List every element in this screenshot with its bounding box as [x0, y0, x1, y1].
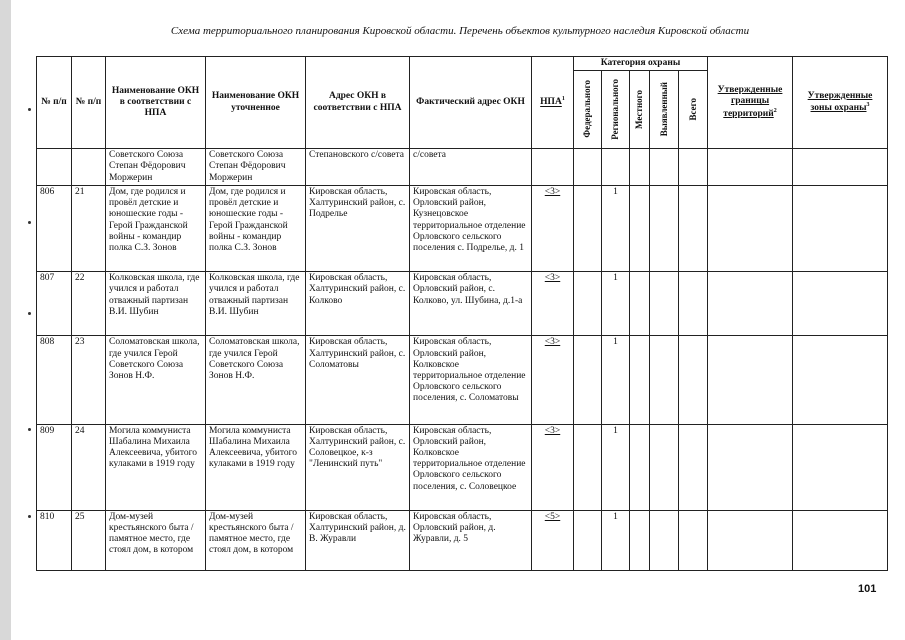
header-name-npa: Наименование ОКН в соответствии с НПА — [106, 57, 206, 149]
cell-revealed — [650, 185, 679, 271]
cell-name-refined: Соломатовская школа, где учился Герой Советского Союза Зонов Н.Ф. — [206, 336, 306, 424]
cell-boundaries — [708, 510, 793, 570]
cell-total — [679, 185, 708, 271]
cell-revealed — [650, 510, 679, 570]
table-row — [37, 336, 888, 424]
table-row — [37, 185, 888, 271]
cell-npa: <3> — [532, 336, 574, 424]
table-row — [37, 424, 888, 510]
cell-zones — [793, 510, 888, 570]
cell-total — [679, 510, 708, 570]
header-num2: № п/п — [72, 57, 106, 149]
cell-address-npa: Кировская область, Халтуринский район, д. В. Журавли — [306, 510, 410, 570]
cell-zones — [793, 424, 888, 510]
cell-local — [630, 510, 650, 570]
margin-dot — [28, 108, 31, 111]
cell-num1: 809 — [37, 424, 72, 510]
cell-num2: 25 — [72, 510, 106, 570]
cell-address-actual: Кировская область, Орловский район, д. Журавли, д. 5 — [410, 510, 532, 570]
cell-address-actual: с/совета — [410, 149, 532, 186]
cell-address-npa: Кировская область, Халтуринский район, с. Соловецкое, к-з "Ленинский путь" — [306, 424, 410, 510]
cell-npa: <3> — [532, 185, 574, 271]
header-zones: Утвержденные зоны охраны$^3$ — [793, 57, 888, 149]
cell-name-npa: Советского Союза Степан Фёдорович Моржерин — [106, 149, 206, 186]
cell-zones — [793, 272, 888, 336]
cell-name-npa: Соломатовская школа, где учился Герой Советского Союза Зонов Н.Ф. — [106, 336, 206, 424]
cell-federal — [574, 272, 602, 336]
cell-boundaries — [708, 149, 793, 186]
cell-local — [630, 149, 650, 186]
header-federal: Федерального — [574, 71, 602, 149]
cell-revealed — [650, 424, 679, 510]
cell-regional: 1 — [602, 336, 630, 424]
header-num1: № п/п — [37, 57, 72, 149]
cell-num2: 22 — [72, 272, 106, 336]
page-title: Схема территориального планирования Кировской области. Перечень объектов культурного наследия Кировской области — [170, 25, 750, 37]
cell-num1: 808 — [37, 336, 72, 424]
cell-boundaries — [708, 185, 793, 271]
table-row — [37, 149, 888, 186]
cell-federal — [574, 336, 602, 424]
cell-federal — [574, 424, 602, 510]
cell-local — [630, 185, 650, 271]
cell-address-actual: Кировская область, Орловский район, Колковское территориальное отделение Орловского сельского поселения, с. Соломатовы — [410, 336, 532, 424]
cell-address-actual: Кировская область, Орловский район, с. Колково, ул. Шубина, д.1-а — [410, 272, 532, 336]
cell-regional: 1 — [602, 510, 630, 570]
cell-name-npa: Дом, где родился и провёл детские и юношеские годы - Герой Гражданской войны - командир полка С.З. Зонов — [106, 185, 206, 271]
margin-dot — [28, 515, 31, 518]
cell-num2: 23 — [72, 336, 106, 424]
header-total: Всего — [679, 71, 708, 149]
cell-npa: <5> — [532, 510, 574, 570]
cell-num1: 806 — [37, 185, 72, 271]
cell-federal — [574, 149, 602, 186]
cell-name-refined: Дом-музей крестьянского быта /памятное место, где стоял дом, в котором — [206, 510, 306, 570]
cell-address-npa: Кировская область, Халтуринский район, с. Соломатовы — [306, 336, 410, 424]
header-address-npa: Адрес ОКН в соответствии с НПА — [306, 57, 410, 149]
cell-num1 — [37, 149, 72, 186]
header-regional: Регионального — [602, 71, 630, 149]
cell-num1: 810 — [37, 510, 72, 570]
cell-zones — [793, 185, 888, 271]
cell-name-npa: Дом-музей крестьянского быта /памятное место, где стоял дом, в котором — [106, 510, 206, 570]
cell-local — [630, 424, 650, 510]
cell-boundaries — [708, 272, 793, 336]
scan-edge — [0, 0, 11, 640]
cell-npa: <3> — [532, 424, 574, 510]
header-category: Категория охраны — [574, 57, 708, 71]
cell-total — [679, 149, 708, 186]
header-name-refined: Наименование ОКН уточненное — [206, 57, 306, 149]
table-row — [37, 510, 888, 570]
cell-npa: <3> — [532, 272, 574, 336]
cell-zones — [793, 149, 888, 186]
header-npa: НПА$^1$ — [532, 57, 574, 149]
cell-total — [679, 424, 708, 510]
cell-address-npa: Степановского с/совета — [306, 149, 410, 186]
cell-name-refined: Колковская школа, где учился и работал отважный партизан В.И. Шубин — [206, 272, 306, 336]
margin-dot — [28, 312, 31, 315]
margin-dot — [28, 221, 31, 224]
cell-revealed — [650, 149, 679, 186]
header-revealed: Выявленный — [650, 71, 679, 149]
cell-num2 — [72, 149, 106, 186]
cell-regional — [602, 149, 630, 186]
header-local: Местного — [630, 71, 650, 149]
margin-dot — [28, 428, 31, 431]
cell-total — [679, 272, 708, 336]
cell-name-npa: Могила коммуниста Шабалина Михаила Алексеевича, убитого кулаками в 1919 году — [106, 424, 206, 510]
cell-boundaries — [708, 336, 793, 424]
cell-regional: 1 — [602, 424, 630, 510]
cell-num2: 24 — [72, 424, 106, 510]
cell-name-refined: Советского Союза Степан Фёдорович Моржерин — [206, 149, 306, 186]
cell-federal — [574, 185, 602, 271]
cell-regional: 1 — [602, 272, 630, 336]
cell-address-actual: Кировская область, Орловский район, Колковское территориальное отделение Орловского сельского поселения, с. Соловецкое — [410, 424, 532, 510]
page-number: 101 — [858, 583, 877, 595]
cell-zones — [793, 336, 888, 424]
cell-name-refined: Дом, где родился и провёл детские и юношеские годы - Герой Гражданской войны - командир полка С.З. Зонов — [206, 185, 306, 271]
cell-name-refined: Могила коммуниста Шабалина Михаила Алексеевича, убитого кулаками в 1919 году — [206, 424, 306, 510]
cell-boundaries — [708, 424, 793, 510]
table-row — [37, 272, 888, 336]
cell-federal — [574, 510, 602, 570]
header-boundaries: Утвержденные границы территорий$^2$ — [708, 57, 793, 149]
cell-revealed — [650, 272, 679, 336]
cell-total — [679, 336, 708, 424]
cell-name-npa: Колковская школа, где учился и работал отважный партизан В.И. Шубин — [106, 272, 206, 336]
header-address-actual: Фактический адрес ОКН — [410, 57, 532, 149]
cell-revealed — [650, 336, 679, 424]
cell-address-npa: Кировская область, Халтуринский район, с. Подрелье — [306, 185, 410, 271]
cell-npa — [532, 149, 574, 186]
cell-num2: 21 — [72, 185, 106, 271]
cell-local — [630, 272, 650, 336]
heritage-table — [36, 56, 888, 571]
cell-regional: 1 — [602, 185, 630, 271]
cell-local — [630, 336, 650, 424]
cell-address-npa: Кировская область, Халтуринский район, с. Колково — [306, 272, 410, 336]
cell-num1: 807 — [37, 272, 72, 336]
cell-address-actual: Кировская область, Орловский район, Кузнецовское территориальное отделение Орловского сельского поселения с. Подрелье, д. 1 — [410, 185, 532, 271]
